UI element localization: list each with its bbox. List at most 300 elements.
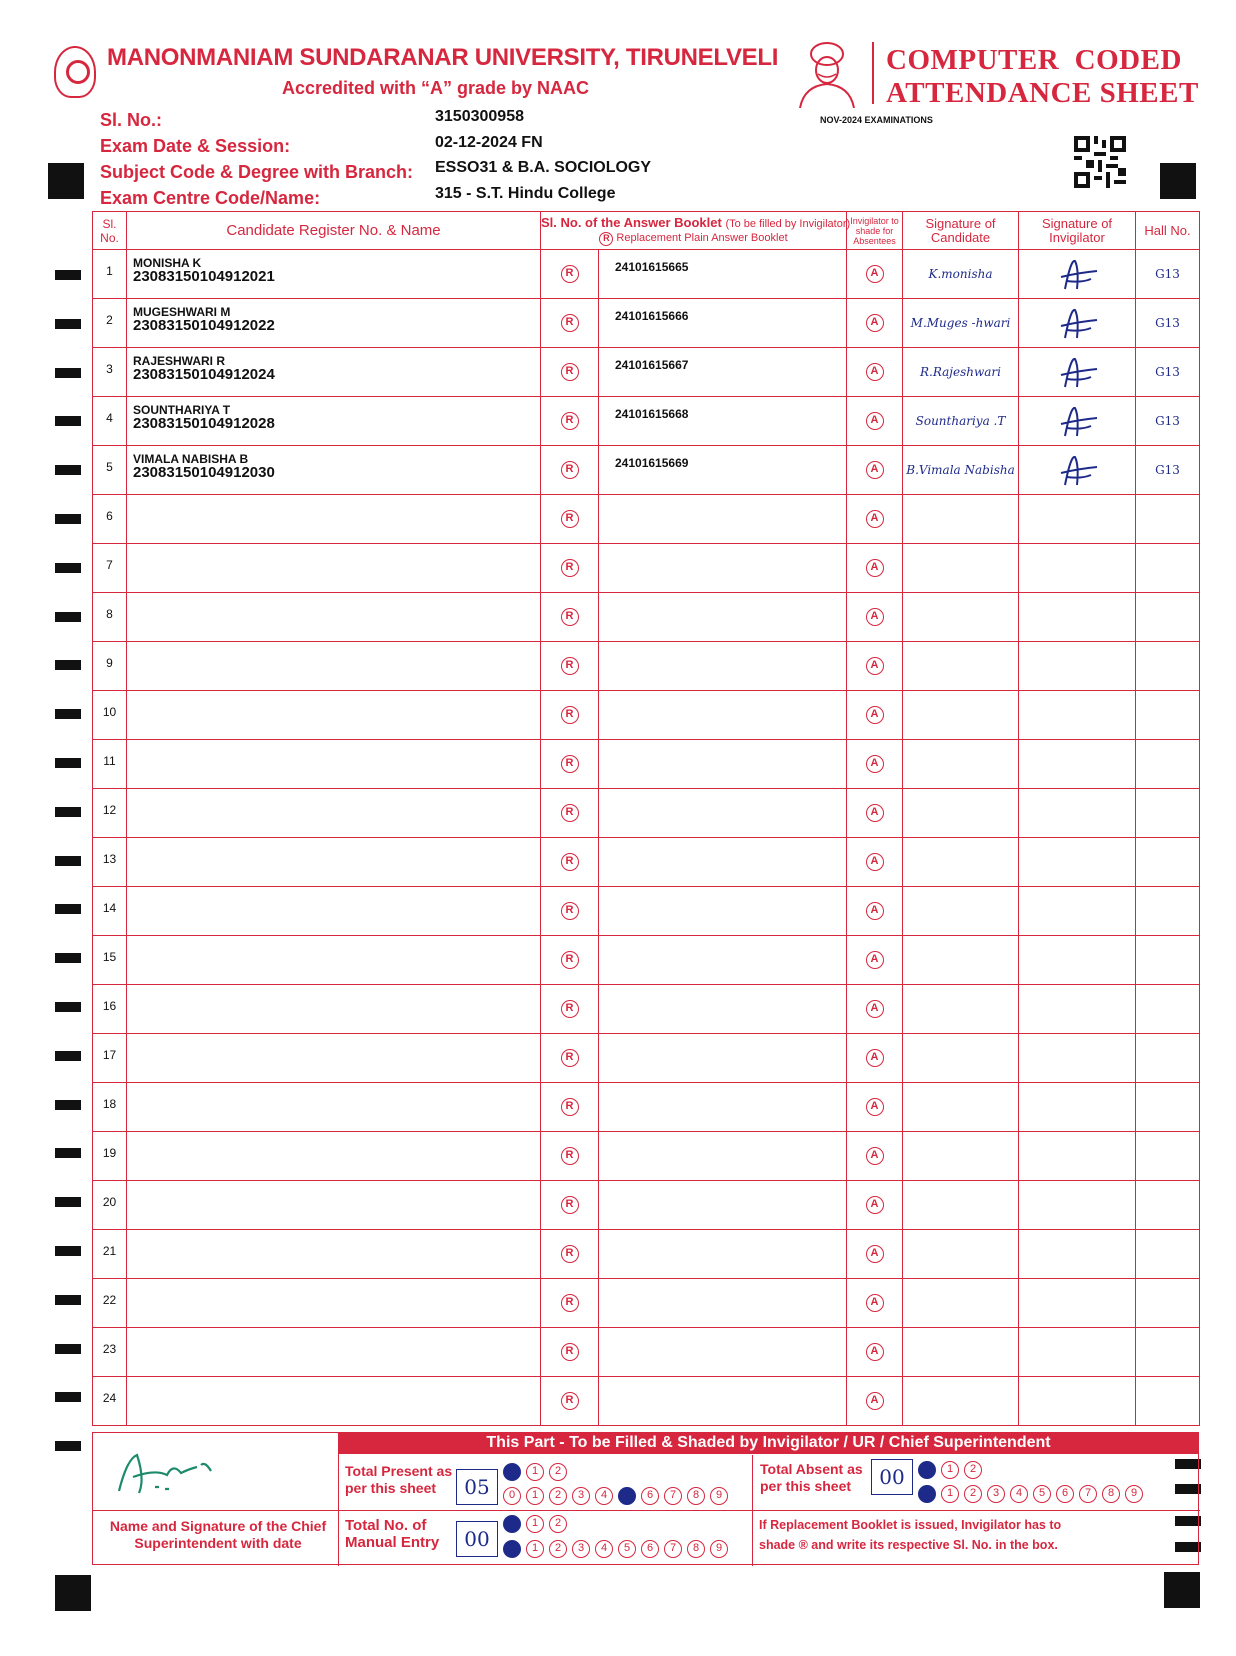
row-invigilator-signature[interactable] xyxy=(1019,495,1136,544)
row-candidate-signature[interactable] xyxy=(903,1132,1019,1181)
absent-bubble-icon[interactable]: A xyxy=(866,412,884,430)
replacement-bubble-icon[interactable]: R xyxy=(561,608,579,626)
row-absent-bubble[interactable] xyxy=(847,691,903,740)
digit-bubble-icon[interactable]: 3 xyxy=(987,1485,1005,1503)
row-booklet[interactable] xyxy=(599,397,847,446)
replacement-bubble-icon[interactable]: R xyxy=(561,1098,579,1116)
digit-bubble-icon[interactable]: 3 xyxy=(572,1540,590,1558)
replacement-bubble-icon[interactable]: R xyxy=(561,706,579,724)
digit-bubble-icon[interactable]: 6 xyxy=(1056,1485,1074,1503)
table-row xyxy=(93,691,1200,740)
row-hall[interactable] xyxy=(1136,838,1200,887)
row-booklet[interactable] xyxy=(599,1328,847,1377)
row-hall[interactable] xyxy=(1136,495,1200,544)
row-replacement-bubble[interactable] xyxy=(541,789,599,838)
replacement-bubble-icon[interactable]: R xyxy=(561,1000,579,1018)
total-present-box[interactable]: 05 xyxy=(456,1469,498,1505)
absent-bubble-icon[interactable]: A xyxy=(866,706,884,724)
timing-mark xyxy=(55,465,81,475)
absent-bubble-icon[interactable]: A xyxy=(866,314,884,332)
absent-bubble-icon[interactable]: A xyxy=(866,951,884,969)
digit-bubble-icon[interactable]: 2 xyxy=(549,1515,567,1533)
col-replacement-note: Replacement Plain Answer Booklet xyxy=(616,231,788,244)
row-invigilator-signature[interactable] xyxy=(1019,299,1136,348)
row-candidate-signature[interactable] xyxy=(903,1230,1019,1279)
absent-bubble-icon[interactable]: A xyxy=(866,853,884,871)
absent-bubble-icon[interactable]: A xyxy=(866,755,884,773)
row-booklet[interactable] xyxy=(599,691,847,740)
digit-bubble-icon[interactable]: 9 xyxy=(710,1487,728,1505)
row-booklet[interactable] xyxy=(599,1083,847,1132)
row-candidate-signature[interactable] xyxy=(903,789,1019,838)
candidate-signature: B.Vimala Nabisha xyxy=(906,463,1015,477)
row-booklet[interactable] xyxy=(599,1230,847,1279)
booklet-number: 24101615669 xyxy=(615,456,689,470)
total-present-units-bubbles[interactable] xyxy=(503,1485,733,1505)
row-booklet[interactable] xyxy=(599,985,847,1034)
table-row xyxy=(93,936,1200,985)
absent-bubble-icon[interactable]: A xyxy=(866,1098,884,1116)
row-hall[interactable] xyxy=(1136,544,1200,593)
row-hall[interactable] xyxy=(1136,1230,1200,1279)
total-present-label: Total Present as per this sheet xyxy=(345,1463,453,1496)
total-absent-box[interactable]: 00 xyxy=(871,1459,913,1495)
row-hall[interactable] xyxy=(1136,887,1200,936)
row-candidate-signature[interactable] xyxy=(903,936,1019,985)
row-booklet[interactable] xyxy=(599,544,847,593)
row-candidate-signature[interactable] xyxy=(903,1328,1019,1377)
digit-bubble-icon[interactable]: 3 xyxy=(572,1487,590,1505)
row-absent-bubble[interactable] xyxy=(847,1377,903,1426)
row-absent-bubble[interactable] xyxy=(847,397,903,446)
table-row xyxy=(93,740,1200,789)
row-absent-bubble[interactable] xyxy=(847,1230,903,1279)
digit-bubble-icon[interactable]: 2 xyxy=(964,1485,982,1503)
replacement-bubble-icon[interactable]: R xyxy=(561,1049,579,1067)
row-sl: 15 xyxy=(93,936,127,985)
col-candidate: Candidate Register No. & Name xyxy=(127,212,541,250)
row-hall[interactable] xyxy=(1136,250,1200,299)
digit-bubble-icon[interactable]: 0 xyxy=(503,1487,521,1505)
row-replacement-bubble[interactable] xyxy=(541,642,599,691)
replacement-bubble-icon[interactable]: R xyxy=(561,657,579,675)
absent-bubble-icon[interactable]: A xyxy=(866,363,884,381)
row-invigilator-signature[interactable] xyxy=(1019,1132,1136,1181)
row-invigilator-signature[interactable] xyxy=(1019,1083,1136,1132)
row-replacement-bubble[interactable] xyxy=(541,985,599,1034)
row-hall[interactable] xyxy=(1136,446,1200,495)
row-booklet[interactable] xyxy=(599,348,847,397)
digit-bubble-icon[interactable]: 9 xyxy=(710,1540,728,1558)
row-replacement-bubble[interactable] xyxy=(541,1279,599,1328)
row-booklet[interactable] xyxy=(599,1132,847,1181)
row-absent-bubble[interactable] xyxy=(847,299,903,348)
row-absent-bubble[interactable] xyxy=(847,348,903,397)
digit-bubble-icon[interactable]: 0 xyxy=(918,1485,936,1503)
row-replacement-bubble[interactable] xyxy=(541,936,599,985)
table-row xyxy=(93,887,1200,936)
row-replacement-bubble[interactable] xyxy=(541,250,599,299)
row-absent-bubble[interactable] xyxy=(847,1279,903,1328)
col-sig-invigilator: Signature of Invigilator xyxy=(1019,212,1136,250)
total-absent-units-bubbles[interactable] xyxy=(918,1483,1148,1503)
row-candidate-signature[interactable] xyxy=(903,838,1019,887)
row-candidate-signature[interactable] xyxy=(903,691,1019,740)
row-candidate-signature[interactable] xyxy=(903,348,1019,397)
row-invigilator-signature[interactable] xyxy=(1019,1034,1136,1083)
row-hall[interactable] xyxy=(1136,1083,1200,1132)
row-invigilator-signature[interactable] xyxy=(1019,642,1136,691)
replacement-bubble-icon[interactable]: R xyxy=(561,559,579,577)
row-candidate xyxy=(127,789,541,838)
absent-bubble-icon[interactable]: A xyxy=(866,265,884,283)
digit-bubble-icon[interactable]: 0 xyxy=(503,1540,521,1558)
absent-bubble-icon[interactable]: A xyxy=(866,1000,884,1018)
replacement-bubble-icon[interactable]: R xyxy=(561,363,579,381)
timing-mark xyxy=(55,319,81,329)
row-absent-bubble[interactable] xyxy=(847,250,903,299)
row-booklet[interactable] xyxy=(599,299,847,348)
row-invigilator-signature[interactable] xyxy=(1019,691,1136,740)
register-number: 23083150104912022 xyxy=(133,317,275,334)
row-invigilator-signature[interactable] xyxy=(1019,446,1136,495)
candidate-signature: R.Rajeshwari xyxy=(919,365,1002,379)
row-candidate xyxy=(127,1230,541,1279)
replacement-bubble-icon[interactable]: R xyxy=(561,461,579,479)
row-invigilator-signature[interactable] xyxy=(1019,838,1136,887)
row-absent-bubble[interactable] xyxy=(847,740,903,789)
absent-bubble-icon[interactable]: A xyxy=(866,902,884,920)
row-candidate xyxy=(127,1132,541,1181)
table-row xyxy=(93,1377,1200,1426)
row-absent-bubble[interactable] xyxy=(847,838,903,887)
total-present-tens-bubbles[interactable] xyxy=(503,1461,572,1481)
row-invigilator-signature[interactable] xyxy=(1019,1230,1136,1279)
row-candidate-signature[interactable] xyxy=(903,1034,1019,1083)
row-replacement-bubble[interactable] xyxy=(541,691,599,740)
sheet-title-line1: COMPUTER CODED xyxy=(886,44,1182,76)
row-candidate-signature[interactable] xyxy=(903,1181,1019,1230)
row-candidate-signature[interactable] xyxy=(903,1083,1019,1132)
row-replacement-bubble[interactable] xyxy=(541,1132,599,1181)
row-replacement-bubble[interactable] xyxy=(541,740,599,789)
row-hall[interactable] xyxy=(1136,397,1200,446)
row-hall[interactable] xyxy=(1136,642,1200,691)
replacement-bubble-icon[interactable]: R xyxy=(561,1343,579,1361)
row-absent-bubble[interactable] xyxy=(847,1328,903,1377)
row-absent-bubble[interactable] xyxy=(847,985,903,1034)
row-absent-bubble[interactable] xyxy=(847,1083,903,1132)
row-invigilator-signature[interactable] xyxy=(1019,544,1136,593)
row-booklet[interactable] xyxy=(599,1279,847,1328)
digit-bubble-icon[interactable]: 8 xyxy=(687,1487,705,1505)
digit-bubble-icon[interactable]: 2 xyxy=(549,1487,567,1505)
exam-series: NOV-2024 EXAMINATIONS xyxy=(820,115,933,125)
digit-bubble-icon[interactable]: 7 xyxy=(664,1487,682,1505)
replacement-bubble-icon[interactable]: R xyxy=(561,755,579,773)
row-candidate-signature[interactable] xyxy=(903,250,1019,299)
row-invigilator-signature[interactable] xyxy=(1019,1181,1136,1230)
row-hall[interactable] xyxy=(1136,1279,1200,1328)
absent-bubble-icon[interactable]: A xyxy=(866,1147,884,1165)
row-hall[interactable] xyxy=(1136,789,1200,838)
digit-bubble-icon[interactable]: 8 xyxy=(1102,1485,1120,1503)
col-booklet-note: (To be filled by Invigilator) xyxy=(725,217,851,230)
row-absent-bubble[interactable] xyxy=(847,887,903,936)
absent-bubble-icon[interactable]: A xyxy=(866,657,884,675)
timing-mark xyxy=(55,1197,81,1207)
digit-bubble-icon[interactable]: 4 xyxy=(595,1487,613,1505)
replacement-bubble-icon[interactable]: R xyxy=(561,1294,579,1312)
row-replacement-bubble[interactable] xyxy=(541,1377,599,1426)
row-invigilator-signature[interactable] xyxy=(1019,348,1136,397)
row-booklet[interactable] xyxy=(599,593,847,642)
absent-bubble-icon[interactable]: A xyxy=(866,608,884,626)
absent-bubble-icon[interactable]: A xyxy=(866,461,884,479)
absent-bubble-icon[interactable]: A xyxy=(866,1196,884,1214)
row-candidate xyxy=(127,397,541,446)
replacement-bubble-icon[interactable]: R xyxy=(561,1392,579,1410)
digit-bubble-icon[interactable]: 5 xyxy=(618,1540,636,1558)
row-hall[interactable] xyxy=(1136,1377,1200,1426)
row-absent-bubble[interactable] xyxy=(847,936,903,985)
footer-panel xyxy=(92,1432,1199,1565)
row-candidate-signature[interactable] xyxy=(903,1279,1019,1328)
replacement-bubble-icon[interactable]: R xyxy=(561,412,579,430)
row-candidate xyxy=(127,838,541,887)
row-candidate xyxy=(127,1328,541,1377)
row-absent-bubble[interactable] xyxy=(847,1181,903,1230)
digit-bubble-icon[interactable]: 7 xyxy=(1079,1485,1097,1503)
row-absent-bubble[interactable] xyxy=(847,1034,903,1083)
replacement-bubble-icon[interactable]: R xyxy=(561,1147,579,1165)
absent-bubble-icon[interactable]: A xyxy=(866,1294,884,1312)
row-replacement-bubble[interactable] xyxy=(541,1034,599,1083)
row-sl: 18 xyxy=(93,1083,127,1132)
row-booklet[interactable] xyxy=(599,740,847,789)
absent-bubble-icon[interactable]: A xyxy=(866,804,884,822)
row-candidate xyxy=(127,1279,541,1328)
row-booklet[interactable] xyxy=(599,495,847,544)
absent-bubble-icon[interactable]: A xyxy=(866,510,884,528)
row-absent-bubble[interactable] xyxy=(847,1132,903,1181)
digit-bubble-icon[interactable]: 2 xyxy=(549,1540,567,1558)
digit-bubble-icon[interactable]: 0 xyxy=(918,1461,936,1479)
row-booklet[interactable] xyxy=(599,1034,847,1083)
digit-bubble-icon[interactable]: 1 xyxy=(526,1515,544,1533)
row-replacement-bubble[interactable] xyxy=(541,299,599,348)
row-sl: 22 xyxy=(93,1279,127,1328)
row-invigilator-signature[interactable] xyxy=(1019,250,1136,299)
row-replacement-bubble[interactable] xyxy=(541,1181,599,1230)
row-sl: 6 xyxy=(93,495,127,544)
row-booklet[interactable] xyxy=(599,936,847,985)
row-absent-bubble[interactable] xyxy=(847,544,903,593)
row-absent-bubble[interactable] xyxy=(847,495,903,544)
row-candidate-signature[interactable] xyxy=(903,446,1019,495)
row-candidate-signature[interactable] xyxy=(903,544,1019,593)
replacement-bubble-icon[interactable]: R xyxy=(561,1245,579,1263)
row-invigilator-signature[interactable] xyxy=(1019,740,1136,789)
row-hall[interactable] xyxy=(1136,1328,1200,1377)
header-divider xyxy=(872,42,874,104)
hall-number: G13 xyxy=(1155,414,1180,428)
timing-mark xyxy=(55,368,81,378)
register-number: 23083150104912030 xyxy=(133,464,275,481)
row-replacement-bubble[interactable] xyxy=(541,544,599,593)
row-booklet[interactable] xyxy=(599,838,847,887)
row-candidate xyxy=(127,887,541,936)
row-candidate xyxy=(127,446,541,495)
absent-bubble-icon[interactable]: A xyxy=(866,1392,884,1410)
row-invigilator-signature[interactable] xyxy=(1019,1279,1136,1328)
replacement-bubble-icon[interactable]: R xyxy=(561,1196,579,1214)
digit-bubble-icon[interactable]: 0 xyxy=(503,1463,521,1481)
row-booklet[interactable] xyxy=(599,887,847,936)
row-absent-bubble[interactable] xyxy=(847,593,903,642)
total-absent-tens-bubbles[interactable] xyxy=(918,1459,987,1479)
manual-entry-label: Total No. of Manual Entry xyxy=(345,1517,440,1551)
row-hall[interactable] xyxy=(1136,1034,1200,1083)
col-sl: Sl. No. xyxy=(93,212,127,250)
row-invigilator-signature[interactable] xyxy=(1019,593,1136,642)
digit-bubble-icon[interactable]: 7 xyxy=(664,1540,682,1558)
row-candidate-signature[interactable] xyxy=(903,642,1019,691)
row-hall[interactable] xyxy=(1136,1181,1200,1230)
accreditation: Accredited with “A” grade by NAAC xyxy=(282,78,590,98)
candidate-signature: Sounthariya .T xyxy=(915,414,1006,428)
digit-bubble-icon[interactable]: 2 xyxy=(549,1463,567,1481)
row-candidate-signature[interactable] xyxy=(903,593,1019,642)
digit-bubble-icon[interactable]: 0 xyxy=(503,1515,521,1533)
digit-bubble-icon[interactable]: 8 xyxy=(687,1540,705,1558)
row-invigilator-signature[interactable] xyxy=(1019,1328,1136,1377)
table-row xyxy=(93,985,1200,1034)
row-booklet[interactable] xyxy=(599,250,847,299)
row-replacement-bubble[interactable] xyxy=(541,838,599,887)
booklet-number: 24101615667 xyxy=(615,358,689,372)
row-absent-bubble[interactable] xyxy=(847,642,903,691)
row-candidate xyxy=(127,936,541,985)
digit-bubble-icon[interactable]: 4 xyxy=(595,1540,613,1558)
row-candidate xyxy=(127,250,541,299)
row-sl: 13 xyxy=(93,838,127,887)
row-invigilator-signature[interactable] xyxy=(1019,789,1136,838)
digit-bubble-icon[interactable]: 1 xyxy=(526,1463,544,1481)
replacement-bubble-icon[interactable]: R xyxy=(561,510,579,528)
absent-bubble-icon[interactable]: A xyxy=(866,1049,884,1067)
replacement-bubble-icon[interactable]: R xyxy=(561,951,579,969)
row-booklet[interactable] xyxy=(599,446,847,495)
row-hall[interactable] xyxy=(1136,299,1200,348)
row-replacement-bubble[interactable] xyxy=(541,348,599,397)
row-hall[interactable] xyxy=(1136,985,1200,1034)
candidate-name: VIMALA NABISHA B xyxy=(133,452,249,466)
booklet-number: 24101615666 xyxy=(615,309,689,323)
row-candidate-signature[interactable] xyxy=(903,1377,1019,1426)
row-hall[interactable] xyxy=(1136,691,1200,740)
row-booklet[interactable] xyxy=(599,1181,847,1230)
university-name: MANONMANIAM SUNDARANAR UNIVERSITY, TIRUNELVELI xyxy=(107,44,779,71)
timing-mark xyxy=(55,1051,81,1061)
row-absent-bubble[interactable] xyxy=(847,789,903,838)
digit-bubble-icon[interactable]: 9 xyxy=(1125,1485,1143,1503)
digit-bubble-icon[interactable]: 6 xyxy=(641,1487,659,1505)
digit-bubble-icon[interactable]: 6 xyxy=(641,1540,659,1558)
row-booklet[interactable] xyxy=(599,1377,847,1426)
manual-entry-tens-bubbles[interactable] xyxy=(503,1513,572,1533)
replacement-bubble-icon[interactable]: R xyxy=(561,853,579,871)
row-hall[interactable] xyxy=(1136,348,1200,397)
hall-number: G13 xyxy=(1155,316,1180,330)
row-booklet[interactable] xyxy=(599,789,847,838)
row-hall[interactable] xyxy=(1136,593,1200,642)
row-hall[interactable] xyxy=(1136,1132,1200,1181)
row-replacement-bubble[interactable] xyxy=(541,1328,599,1377)
row-invigilator-signature[interactable] xyxy=(1019,397,1136,446)
absent-bubble-icon[interactable]: A xyxy=(866,559,884,577)
col-hall: Hall No. xyxy=(1136,212,1200,250)
row-replacement-bubble[interactable] xyxy=(541,446,599,495)
digit-bubble-icon[interactable]: 5 xyxy=(1033,1485,1051,1503)
manual-entry-units-bubbles[interactable] xyxy=(503,1538,733,1558)
row-invigilator-signature[interactable] xyxy=(1019,1377,1136,1426)
row-sl: 19 xyxy=(93,1132,127,1181)
replacement-bubble-icon[interactable]: R xyxy=(561,804,579,822)
row-candidate-signature[interactable] xyxy=(903,495,1019,544)
replacement-bubble-icon[interactable]: R xyxy=(561,265,579,283)
row-invigilator-signature[interactable] xyxy=(1019,985,1136,1034)
absent-bubble-icon[interactable]: A xyxy=(866,1245,884,1263)
row-candidate-signature[interactable] xyxy=(903,985,1019,1034)
digit-bubble-icon[interactable]: 1 xyxy=(526,1540,544,1558)
digit-bubble-icon[interactable]: 5 xyxy=(618,1487,636,1505)
row-replacement-bubble[interactable] xyxy=(541,887,599,936)
absent-bubble-icon[interactable]: A xyxy=(866,1343,884,1361)
table-row xyxy=(93,838,1200,887)
row-candidate xyxy=(127,1083,541,1132)
row-replacement-bubble[interactable] xyxy=(541,495,599,544)
digit-bubble-icon[interactable]: 2 xyxy=(964,1461,982,1479)
row-candidate-signature[interactable] xyxy=(903,887,1019,936)
row-invigilator-signature[interactable] xyxy=(1019,936,1136,985)
row-hall[interactable] xyxy=(1136,740,1200,789)
manual-entry-box[interactable]: 00 xyxy=(456,1521,498,1557)
row-candidate-signature[interactable] xyxy=(903,740,1019,789)
row-candidate-signature[interactable] xyxy=(903,397,1019,446)
table-row xyxy=(93,789,1200,838)
row-candidate xyxy=(127,1377,541,1426)
row-booklet[interactable] xyxy=(599,642,847,691)
corner-mark-br xyxy=(1164,1572,1200,1608)
row-replacement-bubble[interactable] xyxy=(541,1083,599,1132)
replacement-bubble-icon[interactable]: R xyxy=(561,902,579,920)
digit-bubble-icon[interactable]: 1 xyxy=(526,1487,544,1505)
row-invigilator-signature[interactable] xyxy=(1019,887,1136,936)
row-absent-bubble[interactable] xyxy=(847,446,903,495)
digit-bubble-icon[interactable]: 4 xyxy=(1010,1485,1028,1503)
replacement-bubble-icon[interactable]: R xyxy=(561,314,579,332)
row-replacement-bubble[interactable] xyxy=(541,1230,599,1279)
invigilator-signature-icon xyxy=(1047,255,1107,291)
row-hall[interactable] xyxy=(1136,936,1200,985)
row-replacement-bubble[interactable] xyxy=(541,593,599,642)
row-replacement-bubble[interactable] xyxy=(541,397,599,446)
digit-bubble-icon[interactable]: 1 xyxy=(941,1461,959,1479)
digit-bubble-icon[interactable]: 1 xyxy=(941,1485,959,1503)
timing-mark xyxy=(55,416,81,426)
row-candidate-signature[interactable] xyxy=(903,299,1019,348)
